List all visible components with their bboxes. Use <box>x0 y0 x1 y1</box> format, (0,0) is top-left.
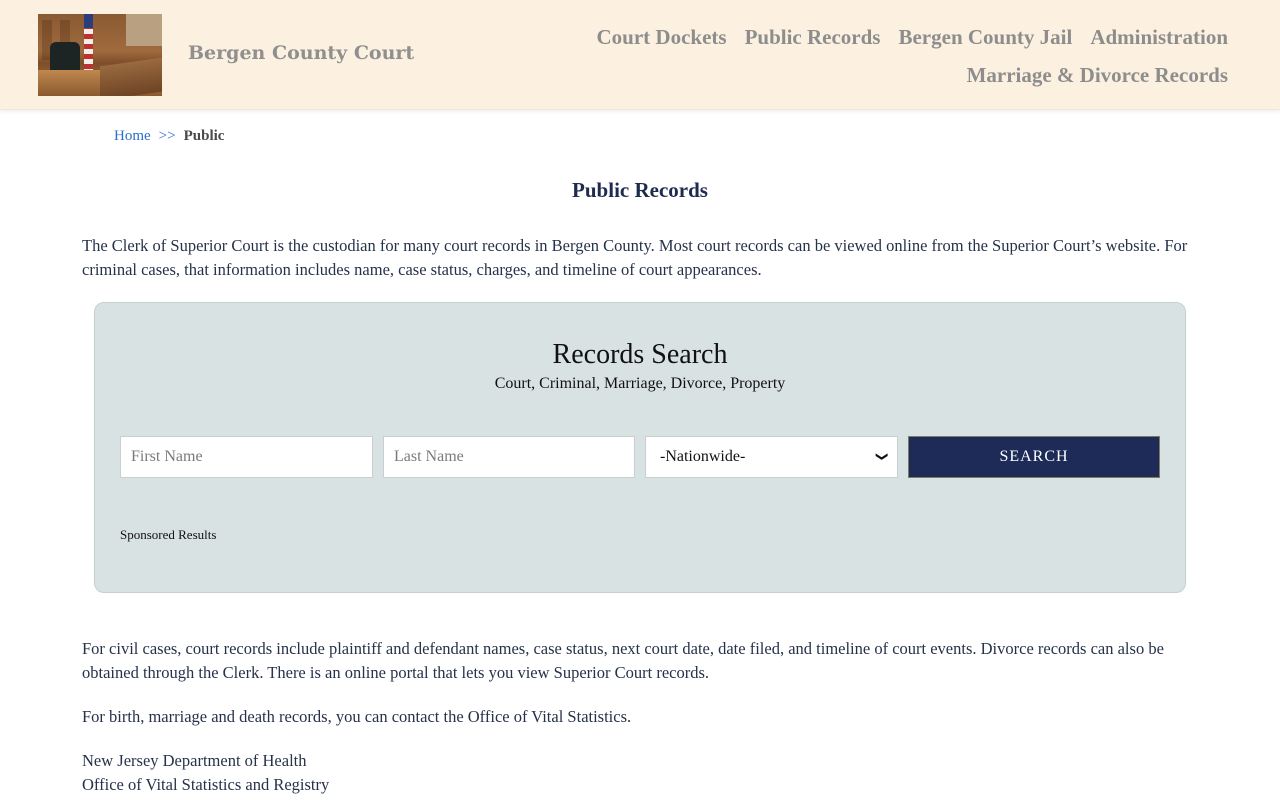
nav-bergen-county-jail[interactable]: Bergen County Jail <box>898 24 1073 49</box>
location-select[interactable] <box>645 436 898 478</box>
page-title: Public Records <box>572 178 708 202</box>
breadcrumb <box>114 128 224 145</box>
nav-court-dockets[interactable]: Court Dockets <box>596 24 727 49</box>
main-nav <box>588 18 1228 94</box>
records-search-panel <box>94 302 1186 593</box>
first-name-input[interactable] <box>120 436 373 478</box>
intro-paragraph: The Clerk of Superior Court is the custodian for many court records in Bergen County. Most court records can be viewed online from the Superior Court’s website. For criminal cases, that information includes name, case status, charges, and timeline of court appearances. <box>82 236 1188 279</box>
breadcrumb-current: Public <box>183 128 225 144</box>
address-line-2: Office of Vital Statistics and Registry <box>82 775 330 794</box>
site-title[interactable]: Bergen County Court <box>188 42 415 64</box>
nav-marriage-divorce-records[interactable]: Marriage & Divorce Records <box>966 62 1228 87</box>
chevron-down-icon: ❯ <box>875 451 890 462</box>
address-line-1: New Jersey Department of Health <box>82 751 307 770</box>
vital-records-paragraph: For birth, marriage and death records, you can contact the Office of Vital Statistics. <box>82 707 632 726</box>
chair-icon <box>50 42 80 72</box>
breadcrumb-home-link[interactable]: Home <box>114 128 151 144</box>
breadcrumb-separator: >> <box>158 128 176 144</box>
address-block <box>82 749 1212 797</box>
search-button[interactable]: SEARCH <box>908 436 1160 478</box>
last-name-input[interactable] <box>383 436 635 478</box>
nav-public-records[interactable]: Public Records <box>744 24 881 49</box>
nav-administration[interactable]: Administration <box>1090 24 1228 49</box>
location-select-value: -Nationwide- <box>660 448 746 465</box>
civil-cases-paragraph: For civil cases, court records include plaintiff and defendant names, case status, next court date, date filed, and timeline of court events. Divorce records can also be obtained through the Clerk. There is an online portal that lets you view Superior Court records. <box>82 639 1164 682</box>
search-title: Records Search <box>552 339 728 370</box>
sponsored-results-label: Sponsored Results <box>120 527 217 542</box>
site-header <box>0 0 1280 110</box>
search-subtitle: Court, Criminal, Marriage, Divorce, Property <box>494 375 786 392</box>
courtroom-logo-image[interactable] <box>38 14 162 96</box>
